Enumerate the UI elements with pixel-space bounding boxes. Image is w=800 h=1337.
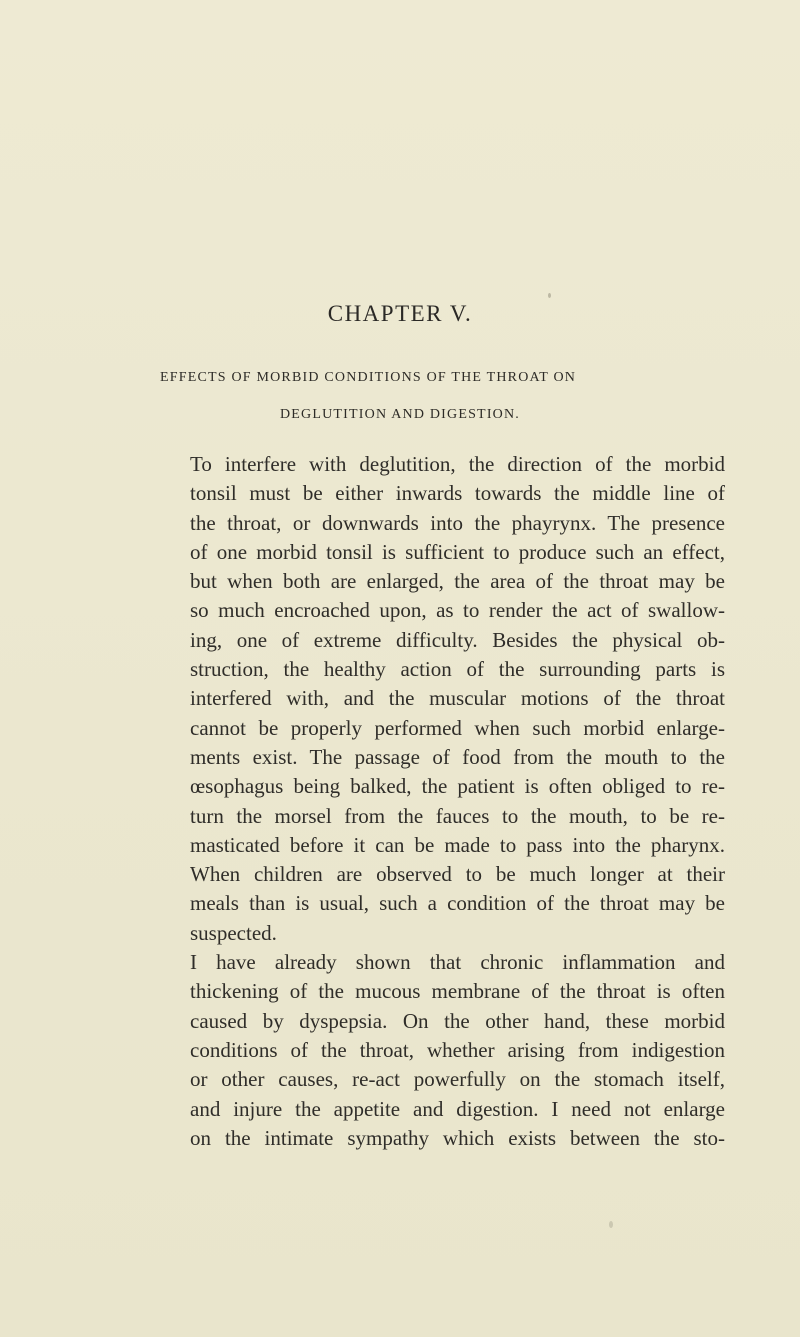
text-line: conditions of the throat, whether arising from indigestion xyxy=(190,1037,725,1062)
text-line: When children are observed to be much longer at their xyxy=(190,862,725,887)
paper-speck xyxy=(548,293,551,298)
text-line: and injure the appetite and digestion. I need not enlarge xyxy=(190,1096,725,1121)
text-line: of one morbid tonsil is sufficient to produce such an effect, xyxy=(190,539,725,564)
text-line: I have already shown that chronic inflammation and xyxy=(190,950,725,975)
text-line: caused by dyspepsia. On the other hand, these morbid xyxy=(190,1008,725,1033)
text-line: but when both are enlarged, the area of the throat may be xyxy=(190,569,725,594)
text-line: the throat, or downwards into the phayrynx. The presence xyxy=(190,510,725,535)
text-line: meals than is usual, such a condition of the throat may be xyxy=(190,891,725,916)
text-line: thickening of the mucous membrane of the throat is often xyxy=(190,979,725,1004)
chapter-subtitle-line-2: DEGLUTITION AND DIGESTION. xyxy=(280,407,520,422)
text-line: struction, the healthy action of the surrounding parts is xyxy=(190,657,725,682)
body-text xyxy=(190,450,725,1153)
text-line: ments exist. The passage of food from the mouth to the xyxy=(190,744,725,769)
chapter-subtitle-line-1: EFFECTS OF MORBID CONDITIONS OF THE THROAT ON xyxy=(160,370,577,385)
text-line: tonsil must be either inwards towards the middle line of xyxy=(190,481,725,506)
chapter-title: CHAPTER V. xyxy=(327,301,473,326)
text-line: masticated before it can be made to pass into the pharynx. xyxy=(190,832,725,857)
text-line: œsophagus being balked, the patient is often obliged to re- xyxy=(190,774,725,799)
text-line: on the intimate sympathy which exists between the sto- xyxy=(190,1125,725,1150)
text-line: or other causes, re-act powerfully on the stomach itself, xyxy=(190,1067,725,1092)
text-line: ing, one of extreme difficulty. Besides the physical ob- xyxy=(190,627,725,652)
text-line: turn the morsel from the fauces to the mouth, to be re- xyxy=(190,803,725,828)
text-line: To interfere with deglutition, the direction of the morbid xyxy=(190,452,725,476)
paper-speck xyxy=(609,1221,613,1228)
text-line: cannot be properly performed when such morbid enlarge- xyxy=(190,715,725,740)
text-line: suspected. xyxy=(190,920,277,945)
text-line: so much encroached upon, as to render the act of swallow- xyxy=(190,598,725,623)
text-line: interfered with, and the muscular motions of the throat xyxy=(190,686,725,711)
